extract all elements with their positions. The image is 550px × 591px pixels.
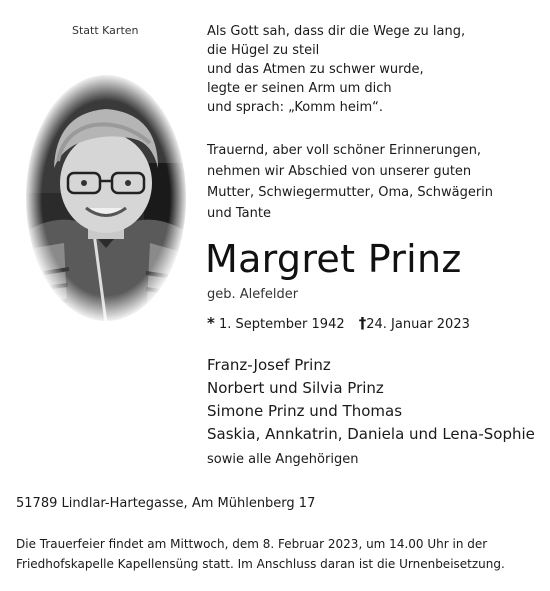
poem-line: und sprach: „Komm heim“. bbox=[207, 100, 384, 115]
life-dates bbox=[207, 314, 470, 332]
poem-line: legte er seinen Arm um dich bbox=[207, 81, 392, 96]
intro-line: Mutter, Schwiegermutter, Oma, Schwägerin bbox=[207, 185, 494, 200]
poem-line: Als Gott sah, dass dir die Wege zu lang, bbox=[207, 24, 466, 39]
mourner-entry: Simone Prinz und Thomas bbox=[207, 402, 403, 420]
intro-line: Trauernd, aber voll schöner Erinnerungen, bbox=[207, 143, 482, 158]
other-relatives: sowie alle Angehörigen bbox=[207, 452, 359, 467]
birth-star-icon: * bbox=[207, 314, 215, 332]
intro-line: und Tante bbox=[207, 206, 271, 221]
poem-line: und das Atmen zu schwer wurde, bbox=[207, 62, 424, 77]
mourner-entry: Norbert und Silvia Prinz bbox=[207, 379, 384, 397]
service-line: Die Trauerfeier findet am Mittwoch, dem 8. Februar 2023, um 14.00 Uhr in der bbox=[16, 537, 488, 551]
service-line: Friedhofskapelle Kapellensüng statt. Im Anschluss daran ist die Urnenbeisetzung. bbox=[16, 557, 505, 571]
mourner-entry: Franz-Josef Prinz bbox=[207, 356, 331, 374]
family-address: 51789 Lindlar-Hartegasse, Am Mühlenberg 17 bbox=[16, 496, 316, 511]
death-date: 24. Januar 2023 bbox=[366, 317, 470, 332]
mourners-list bbox=[207, 354, 547, 446]
mourner-entry: Saskia, Annkatrin, Daniela und Lena-Sophie bbox=[207, 425, 535, 443]
portrait-photo bbox=[24, 73, 188, 323]
poem-verse bbox=[207, 22, 537, 117]
birth-date: 1. September 1942 bbox=[219, 317, 345, 332]
intro-text bbox=[207, 140, 537, 224]
death-cross-icon: † bbox=[358, 314, 367, 332]
deceased-name: Margret Prinz bbox=[205, 237, 462, 281]
notice-type-label: Statt Karten bbox=[72, 24, 139, 37]
birth-name: geb. Alefelder bbox=[207, 287, 299, 302]
poem-line: die Hügel zu steil bbox=[207, 43, 320, 58]
funeral-service-info bbox=[16, 534, 541, 574]
intro-line: nehmen wir Abschied von unserer guten bbox=[207, 164, 472, 179]
